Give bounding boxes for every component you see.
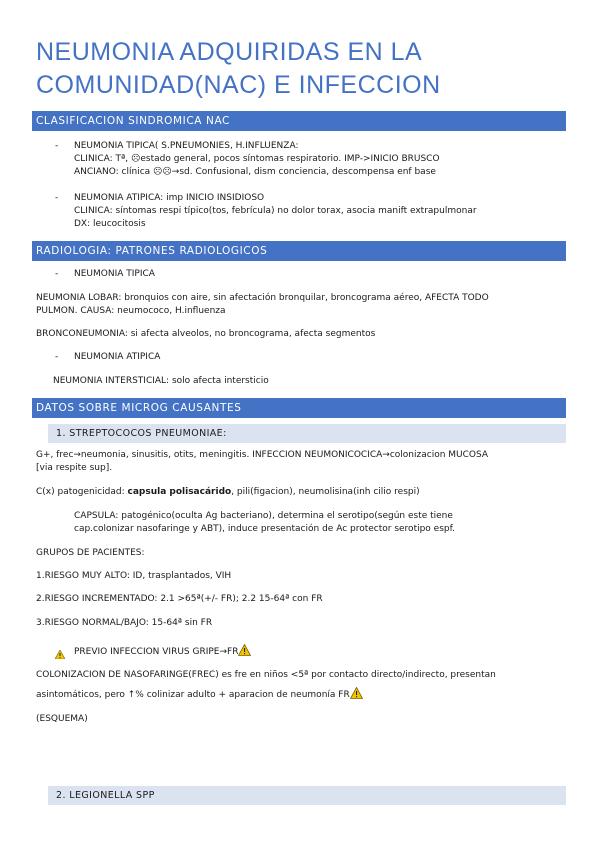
patogenicidad-prefix: C(x) patogenicidad: [36, 487, 128, 497]
section-header-radiologia: RADIOLOGIA: PATRONES RADIOLOGICOS [32, 241, 566, 261]
section-header-microg: DATOS SOBRE MICROG CAUSANTES [32, 398, 566, 418]
atipica-clinica: CLINICA: síntomas respi típico(tos, febrícula) no dolor torax, asocia manift extrapulmonar [74, 206, 477, 216]
neumonia-lobar-line-2: PULMON. CAUSA: neumococo, H.influenza [36, 306, 226, 316]
atipica-dx: DX: leucocitosis [74, 219, 146, 229]
bullet-dash: - [55, 193, 59, 203]
tipica-anciano: ANCIANO: clínica ☹☹→sd. Confusional, dism conciencia, descompensa enf base [74, 167, 436, 177]
warning-icon [350, 687, 363, 704]
riesgo-incrementado: 2.RIESGO INCREMENTADO: 2.1 >65ª(+/- FR); 2.2 15-64ª con FR [36, 594, 323, 604]
radiologia-tipica: NEUMONIA TIPICA [74, 269, 155, 279]
page-title [36, 36, 576, 102]
riesgo-normal: 3.RIESGO NORMAL/BAJO: 15-64ª sin FR [36, 618, 213, 628]
subheader-streptococos: 1. STREPTOCOCOS PNEUMONIAE: [48, 424, 566, 443]
capsula-bold: capsula polisacárido [127, 487, 232, 497]
patogenicidad-suffix: , pili(figacion), neumolisina(inh cilio respi) [231, 487, 420, 497]
bullet-dash: - [55, 352, 59, 362]
patogenicidad [36, 486, 420, 499]
colonizacion-line-1: COLONIZACION DE NASOFARINGE(FREC) es fre en niños <5ª por contacto directo/indirecto, presentan [36, 670, 496, 680]
title-line-1: NEUMONIA ADQUIRIDAS EN LA [36, 38, 423, 66]
section-header-clasificacion: CLASIFICACION SINDROMICA NAC [32, 111, 566, 131]
subheader-legionella: 2. LEGIONELLA SPP [48, 786, 566, 805]
colonizacion-line-2-text: asintomáticos, pero ↑% colinizar adulto + aparacion de neumonía FR [36, 690, 350, 700]
grupos-heading: GRUPOS DE PACIENTES: [36, 548, 145, 558]
capsula-line-2: cap.colonizar nasofaringe y ABT), induce presentación de Ac protector serotipo espf. [74, 524, 455, 534]
tipica-head: NEUMONIA TIPICA( S.PNEUMONIES, H.INFLUENZA: [74, 141, 299, 151]
bullet-dash: - [55, 269, 59, 279]
title-line-2: COMUNIDAD(NAC) E INFECCION [36, 71, 441, 99]
bronconeumonia: BRONCONEUMONIA: si afecta alveolos, no broncograma, afecta segmentos [36, 329, 376, 339]
atipica-head: NEUMONIA ATIPICA: imp INICIO INSIDIOSO [74, 193, 265, 203]
gpos-line-2: [via respite sup]. [36, 463, 113, 473]
tipica-clinica: CLINICA: Tª, ☹estado general, pocos síntomas respiratorio. IMP->INICIO BRUSCO [74, 154, 440, 164]
neumonia-lobar-line-1: NEUMONIA LOBAR: bronquios con aire, sin afectación bronquilar, broncograma aéreo, AFECTA TODO [36, 293, 489, 303]
bullet-dash: - [55, 141, 59, 151]
gpos-line-1: G+, frec→neumonia, sinusitis, otits, meningitis. INFECCION NEUMONICOCICA→colonizacion MUCOSA [36, 450, 489, 460]
neumonia-intersticial: NEUMONIA INTERSTICIAL: solo afecta intersticio [53, 376, 269, 386]
esquema-label: (ESQUEMA) [36, 714, 88, 724]
warning-icon [238, 644, 251, 661]
riesgo-muy-alto: 1.RIESGO MUY ALTO: ID, trasplantados, VIH [36, 571, 232, 581]
colonizacion-line-2 [36, 687, 363, 704]
capsula-line-1: CAPSULA: patogénico(oculta Ag bacteriano), determina el serotipo(según este tiene [74, 511, 453, 521]
warning-icon [55, 644, 65, 663]
previo-infeccion [74, 644, 251, 661]
radiologia-atipica: NEUMONIA ATIPICA [74, 352, 161, 362]
previo-infeccion-text: PREVIO INFECCION VIRUS GRIPE→FR [74, 647, 239, 657]
